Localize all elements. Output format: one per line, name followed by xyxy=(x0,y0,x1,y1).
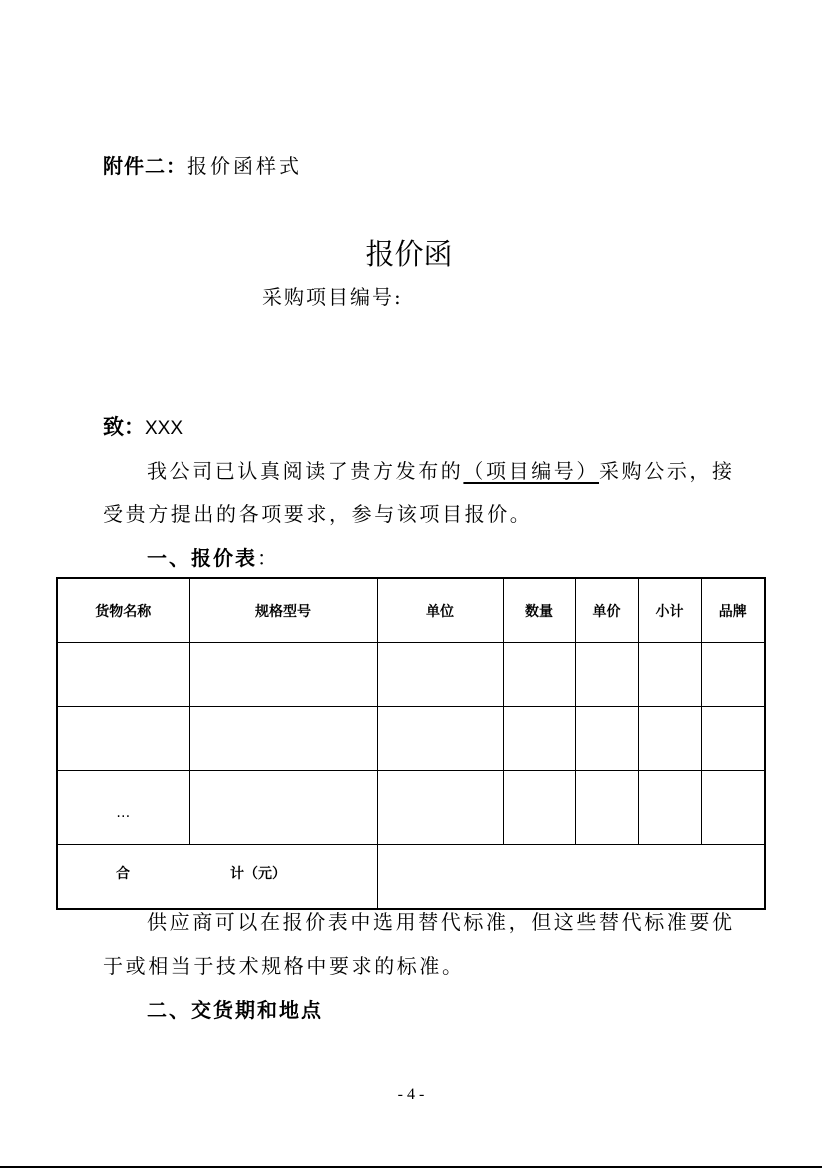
table-cell xyxy=(575,707,638,771)
section-2-heading: 二、交货期和地点 xyxy=(147,998,323,1022)
quote-table xyxy=(56,577,766,910)
table-cell xyxy=(377,707,503,771)
attachment-label: 附件二： xyxy=(103,154,187,178)
page-number: - 4 - xyxy=(397,1086,425,1103)
total-label: 合 计（元） xyxy=(57,845,377,910)
table-cell xyxy=(189,771,377,845)
project-number-placeholder: （项目编号） xyxy=(463,459,600,483)
table-cell xyxy=(503,643,575,707)
note-line-2: 于或相当于技术规格中要求的标准。 xyxy=(103,954,465,978)
table-cell-ellipsis: … xyxy=(57,771,189,845)
table-row xyxy=(57,643,765,707)
table-cell xyxy=(701,707,765,771)
table-cell xyxy=(701,771,765,845)
header-unit-price: 单价 xyxy=(575,578,638,643)
header-unit: 单位 xyxy=(377,578,503,643)
header-brand: 品牌 xyxy=(701,578,765,643)
table-cell xyxy=(377,771,503,845)
table-cell xyxy=(701,643,765,707)
document-title: 报价函 xyxy=(365,237,453,271)
table-cell xyxy=(377,643,503,707)
table-cell xyxy=(638,707,701,771)
addressee xyxy=(103,411,183,441)
table-cell xyxy=(638,643,701,707)
intro-line-2: 受贵方提出的各项要求，参与该项目报价。 xyxy=(103,502,533,526)
attachment-title: 报价函样式 xyxy=(187,154,302,178)
table-cell xyxy=(575,643,638,707)
intro-line-1: 我公司已认真阅读了贵方发布的（项目编号）采购公示，接 xyxy=(147,459,735,483)
header-subtotal: 小计 xyxy=(638,578,701,643)
table-cell xyxy=(57,707,189,771)
attachment-heading xyxy=(103,150,302,179)
header-goods-name: 货物名称 xyxy=(57,578,189,643)
table-header-row xyxy=(57,578,765,643)
header-specification: 规格型号 xyxy=(189,578,377,643)
bottom-divider xyxy=(0,1166,822,1168)
table-cell xyxy=(503,771,575,845)
table-row xyxy=(57,707,765,771)
project-number-label: 采购项目编号: xyxy=(262,285,403,309)
table-row xyxy=(57,771,765,845)
table-cell xyxy=(189,643,377,707)
table-cell xyxy=(503,707,575,771)
section-1-heading: 一、报价表： xyxy=(147,546,279,570)
table-total-row xyxy=(57,845,765,910)
total-value xyxy=(377,845,765,910)
addressee-name: XXX xyxy=(145,418,184,439)
table-cell xyxy=(638,771,701,845)
table-cell xyxy=(57,643,189,707)
table-cell xyxy=(189,707,377,771)
table-cell xyxy=(575,771,638,845)
note-line-1: 供应商可以在报价表中选用替代标准，但这些替代标准要优 xyxy=(147,910,735,934)
addressee-prefix: 致： xyxy=(103,415,145,439)
header-quantity: 数量 xyxy=(503,578,575,643)
